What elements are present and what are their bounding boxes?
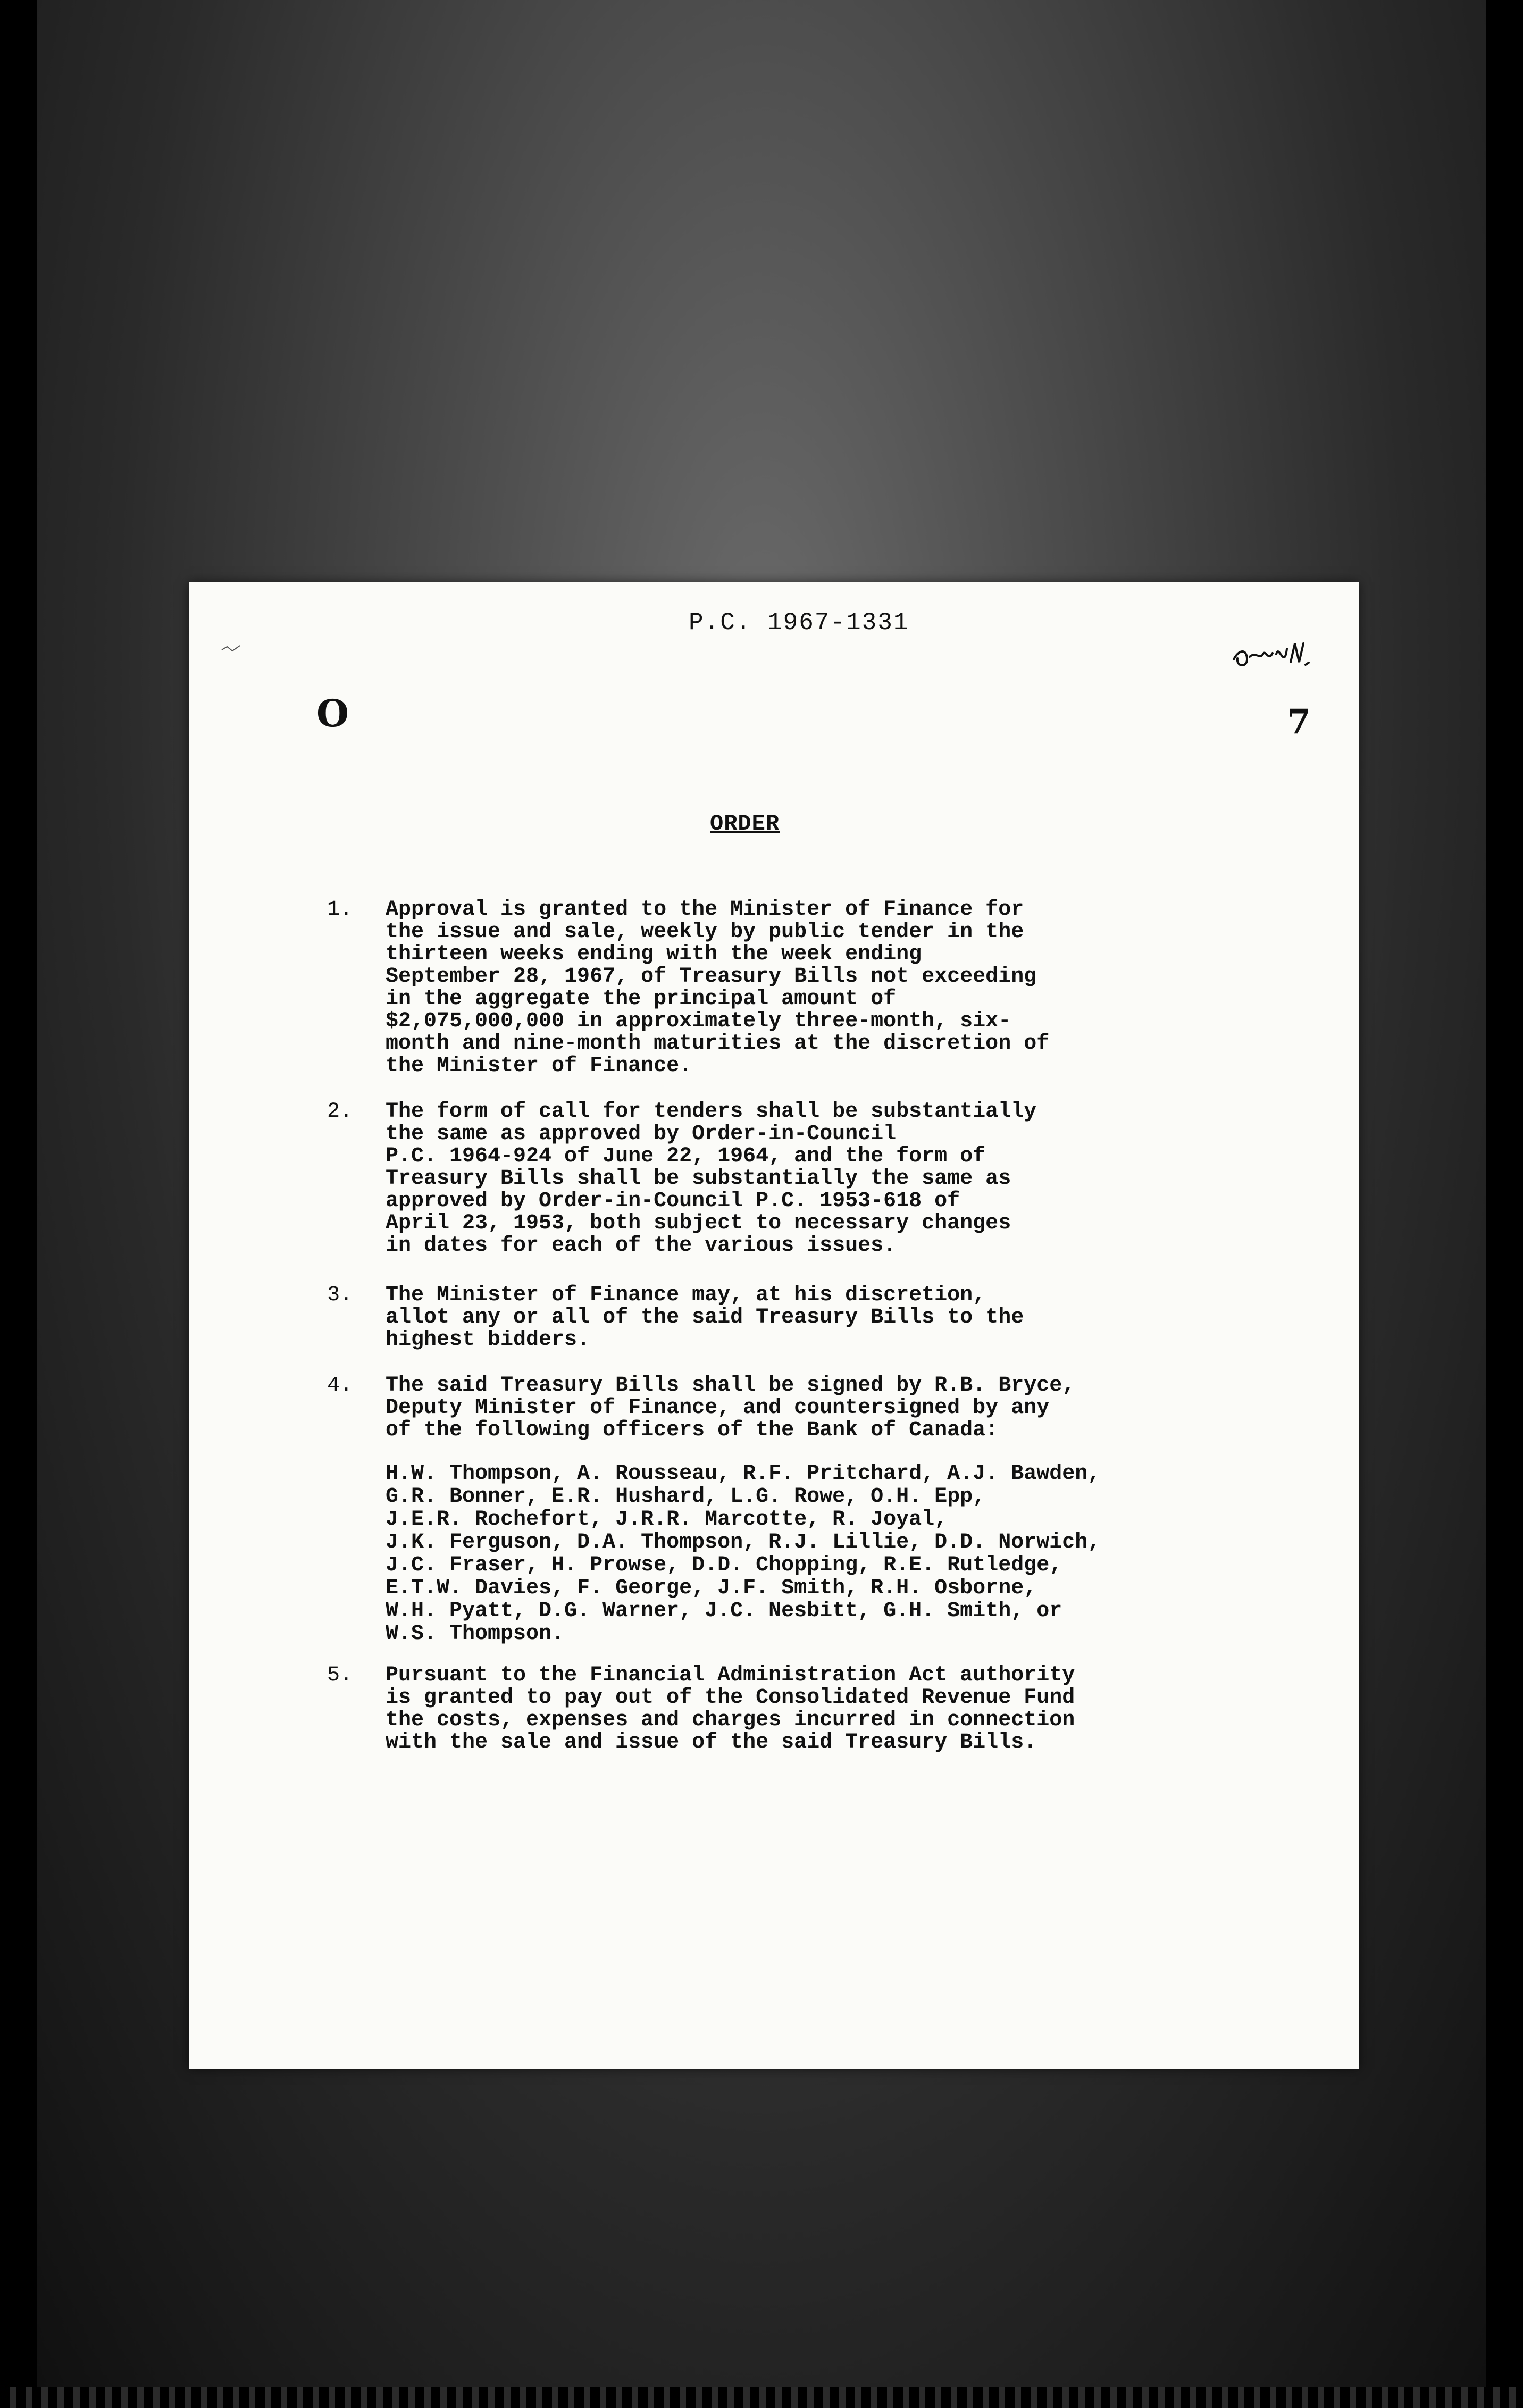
item-number: 4. <box>327 1374 353 1398</box>
page-number: 7 <box>1287 702 1311 742</box>
scan-border-left <box>0 0 37 2408</box>
item-number: 3. <box>327 1283 353 1307</box>
film-perforation-strip <box>0 2387 1523 2408</box>
item-text: The form of call for tenders shall be substantially the same as approved by Order-in-Council P.C. 1964-924 of June 22, 1964, and the form of Treasury Bills shall be substantially the same as approved by Order-in-Council P.C. 1953-618 of April 23, 1953, both subject to necessary changes in dates for each of the various issues. <box>386 1100 1037 1258</box>
item-number: 1. <box>327 898 353 922</box>
item-number: 2. <box>327 1100 353 1124</box>
item-text: Pursuant to the Financial Administration Act authority is granted to pay out of the Consolidated Revenue Fund the costs, expenses and charges incurred in connection with the sale and issue of the said Treasury Bills. <box>386 1663 1075 1754</box>
item-text: The Minister of Finance may, at his discretion, allot any or all of the said Treasury Bills to the highest bidders. <box>386 1283 1024 1352</box>
document-page <box>189 582 1359 2069</box>
item-number: 5. <box>327 1663 353 1687</box>
pencil-tick-mark <box>221 643 242 654</box>
officers-list: H.W. Thompson, A. Rousseau, R.F. Pritchard, A.J. Bawden, G.R. Bonner, E.R. Hushard, L.G. Rowe, O.H. Epp, J.E.R. Rochefort, J.R.R. Marcotte, R. Joyal, J.K. Ferguson, D.A. Thompson, R.J. Lillie, D.D. Norwich, J.C. Fraser, H. Prowse, D.D. Chopping, R.E. Rutledge, E.T.W. Davies, F. George, J.F. Smith, R.H. Osborne, W.H. Pyatt, D.G. Warner, J.C. Nesbitt, G.H. Smith, or W.S. Thompson. <box>386 1462 1101 1646</box>
order-heading: ORDER <box>710 811 780 837</box>
margin-mark: O <box>316 691 349 735</box>
item-text: Approval is granted to the Minister of Finance for the issue and sale, weekly by public tender in the thirteen weeks ending with the week ending September 28, 1967, of Treasury Bills not exceeding in the aggregate the principal amount of $2,075,000,000 in approximately three-month, six- month and nine-month maturities at the discretion of the Minister of Finance. <box>386 898 1050 1078</box>
document-number: P.C. 1967-1331 <box>689 609 909 637</box>
scan-border-right <box>1486 0 1523 2408</box>
handwritten-initials-mark <box>1231 633 1327 675</box>
item-text: The said Treasury Bills shall be signed by R.B. Bryce, Deputy Minister of Finance, and countersigned by any of the following officers of the Bank of Canada: <box>386 1374 1075 1442</box>
